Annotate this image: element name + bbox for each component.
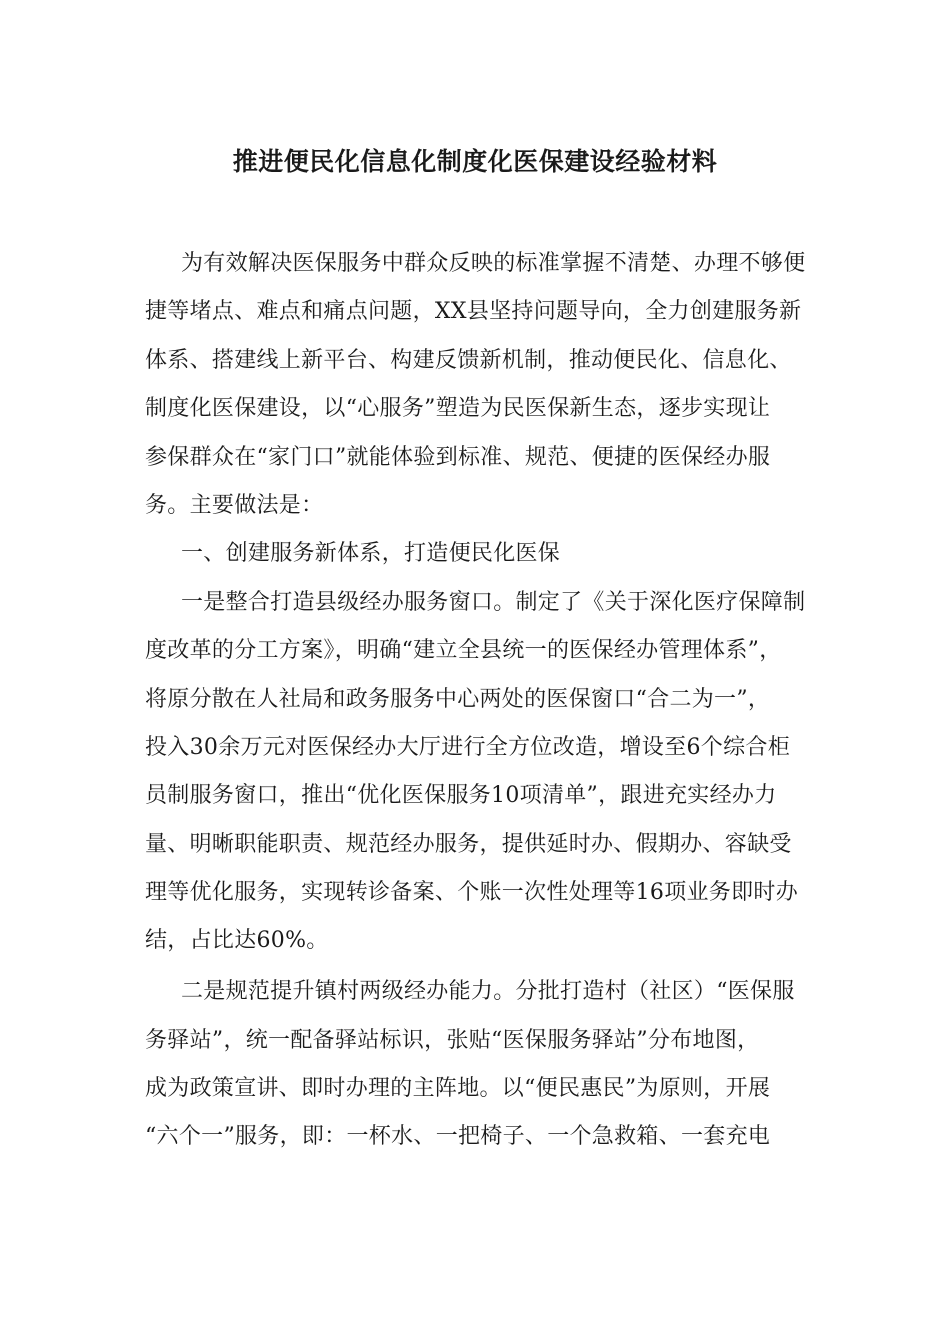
paragraph-line: 将原分散在人社局和政务服务中心两处的医保窗口“合二为一”， [145, 686, 771, 712]
paragraph-line: 理等优化服务，实现转诊备案、个账一次性处理等16项业务即时办 [145, 880, 798, 906]
paragraph-line: 务驿站”，统一配备驿站标识，张贴“医保服务驿站”分布地图， [145, 1027, 760, 1053]
document-body [145, 240, 810, 1162]
paragraph [145, 968, 810, 1162]
paragraph-line: 务。主要做法是： [145, 492, 324, 518]
paragraph [145, 579, 810, 966]
paragraph-line: 员制服务窗口，推出“优化医保服务10项清单”，跟进充实经办力 [145, 783, 777, 809]
paragraph-line: 结，占比达60%。 [145, 928, 329, 954]
paragraph-line: 一是整合打造县级经办服务窗口。制定了《关于深化医疗保障制 [181, 589, 806, 615]
paragraph-line: 为有效解决医保服务中群众反映的标准掌握不清楚、办理不够便 [181, 251, 806, 276]
paragraph-line: 二是规范提升镇村两级经办能力。分批打造村（社区）“医保服 [181, 979, 795, 1005]
paragraph-line: 成为政策宣讲、即时办理的主阵地。以“便民惠民”为原则，开展 [145, 1076, 771, 1102]
paragraph-line: 一、创建服务新体系，打造便民化医保 [181, 541, 561, 567]
paragraph-line: 度改革的分工方案》，明确“建立全县统一的医保经办管理体系”， [145, 638, 782, 664]
paragraph-line: 体系、搭建线上新平台、构建反馈新机制，推动便民化、信息化、 [145, 347, 792, 373]
paragraph [145, 530, 810, 578]
paragraph-line: 参保群众在“家门口”就能体验到标准、规范、便捷的医保经办服 [145, 444, 771, 470]
paragraph [145, 240, 810, 530]
paragraph-line: 投入30余万元对医保经办大厅进行全方位改造，增设至6个综合柜 [145, 734, 790, 760]
document-title: 推进便民化信息化制度化医保建设经验材料 [232, 147, 718, 176]
paragraph-line: 量、明晰职能职责、规范经办服务，提供延时办、假期办、容缺受 [145, 831, 792, 857]
paragraph-line: 捷等堵点、难点和痛点问题，XX县坚持问题导向，全力创建服务新 [145, 299, 802, 325]
paragraph-line: “六个一”服务，即：一杯水、一把椅子、一个急救箱、一套充电 [145, 1124, 771, 1150]
paragraph-line: 制度化医保建设，以“心服务”塑造为民医保新生态，逐步实现让 [145, 396, 771, 422]
